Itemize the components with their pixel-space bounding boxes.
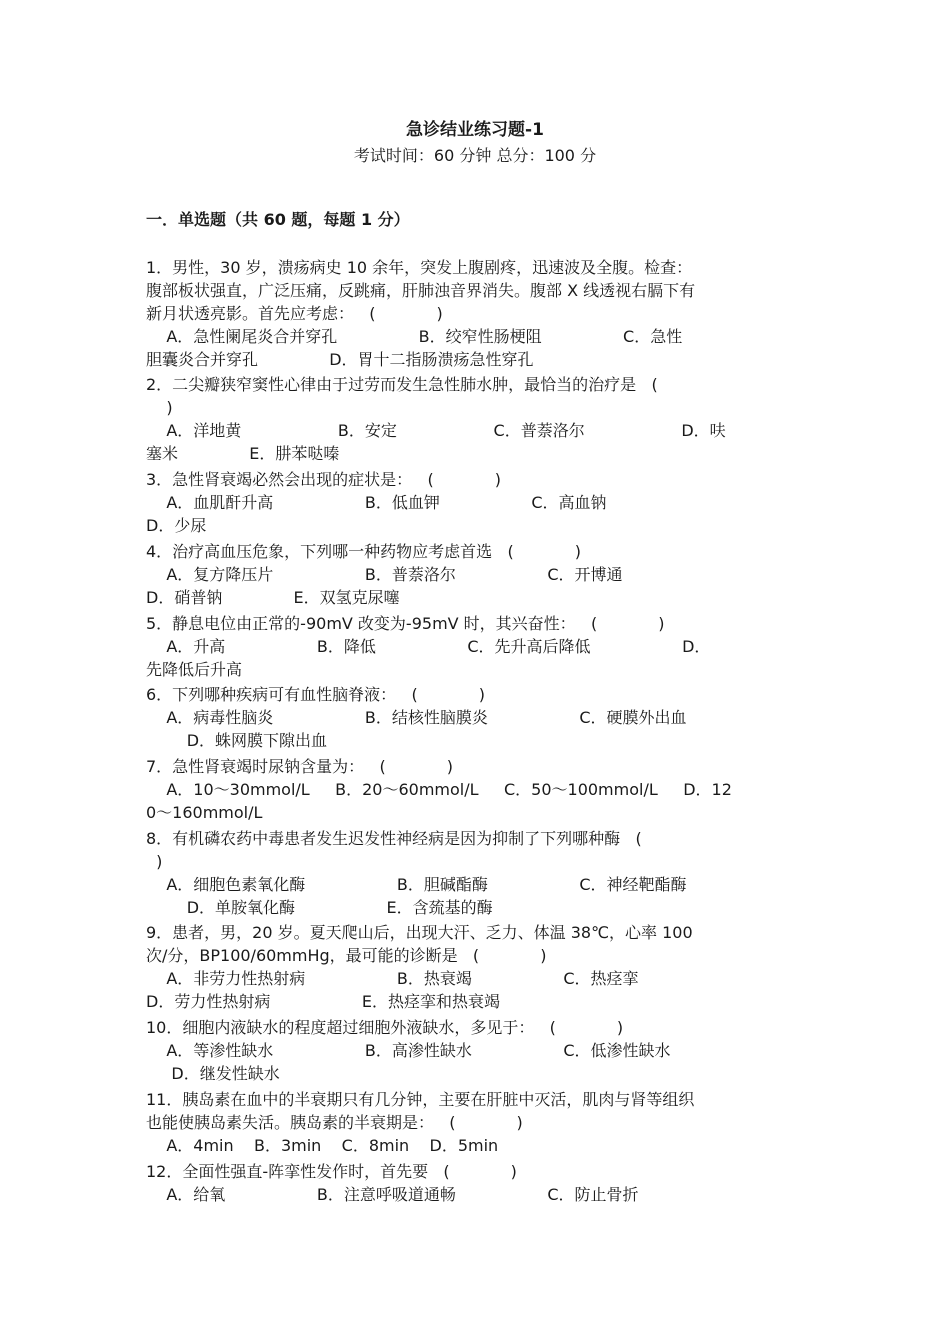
option-line: A．细胞色素氧化酶 B．胆碱酯酶 C．神经靶酯酶 — [146, 875, 687, 894]
text-line: 8．有机磷农药中毒患者发生迟发性神经病是因为抑制了下列哪种酶 ( — [146, 829, 642, 848]
option-line: 胆囊炎合并穿孔 D．胃十二指肠溃疡急性穿孔 — [146, 350, 534, 369]
text-line: 2．二尖瓣狭窄窦性心律由于过劳而发生急性肺水肿，最恰当的治疗是 ( — [146, 375, 658, 394]
option-line: 0～160mmol/L — [146, 803, 263, 822]
text-line: 6．下列哪种疾病可有血性脑脊液： ( ) — [146, 685, 485, 704]
text-line: 5．静息电位由正常的-90mV 改变为-95mV 时，其兴奋性： ( ) — [146, 614, 665, 633]
text-line: 腹部板状强直，广泛压痛，反跳痛，肝肺浊音界消失。腹部 X 线透视右膈下有 — [146, 281, 696, 300]
document-title: 急诊结业练习题-1 — [406, 120, 544, 140]
text-line: ) — [146, 398, 173, 417]
text-line: 1．男性，30 岁，溃疡病史 10 余年，突发上腹剧疼，迅速波及全腹。检查： — [146, 258, 693, 277]
option-line: D．硝普钠 E．双氢克尿噻 — [146, 588, 400, 607]
option-line: A．病毒性脑炎 B．结核性脑膜炎 C．硬膜外出血 — [146, 708, 687, 727]
option-line: D．劳力性热射病 E．热痉挛和热衰竭 — [146, 992, 500, 1011]
text-line: ) — [146, 852, 163, 871]
option-line: A．等渗性缺水 B．高渗性缺水 C．低渗性缺水 — [146, 1041, 671, 1060]
section-heading: 一．单选题（共 60 题，每题 1 分） — [146, 210, 410, 229]
option-line: A．4min B．3min C．8min D．5min — [146, 1136, 499, 1155]
option-line: A．10～30mmol/L B．20～60mmol/L C．50～100mmol/L D．12 — [146, 780, 732, 799]
option-line: A．洋地黄 B．安定 C．普萘洛尔 D．呋 — [146, 421, 726, 440]
text-line: 12．全面性强直-阵挛性发作时，首先要 ( ) — [146, 1162, 517, 1181]
text-line: 也能使胰岛素失活。胰岛素的半衰期是： ( ) — [146, 1113, 523, 1132]
option-line: D．少尿 — [146, 516, 207, 535]
option-line: A．急性阑尾炎合并穿孔 B．绞窄性肠梗阻 C．急性 — [146, 327, 683, 346]
text-line: 9．患者，男，20 岁。夏天爬山后，出现大汗、乏力、体温 38℃，心率 100 — [146, 923, 693, 942]
option-line: D．单胺氧化酶 E．含巯基的酶 — [146, 898, 493, 917]
text-line: 11．胰岛素在血中的半衰期只有几分钟，主要在肝脏中灭活，肌肉与肾等组织 — [146, 1090, 695, 1109]
option-line: A．复方降压片 B．普萘洛尔 C．开博通 — [146, 565, 623, 584]
option-line: D．蛛网膜下隙出血 — [146, 731, 328, 750]
text-line: 3．急性肾衰竭必然会出现的症状是： ( ) — [146, 470, 501, 489]
text-line: 次/分，BP100/60mmHg，最可能的诊断是 ( ) — [146, 946, 547, 965]
option-line: A．升高 B．降低 C．先升高后降低 D． — [146, 637, 711, 656]
exam-meta: 考试时间：60 分钟 总分：100 分 — [353, 146, 597, 165]
text-line: 4．治疗高血压危象，下列哪一种药物应考虑首选 ( ) — [146, 542, 581, 561]
text-line: 10．细胞内液缺水的程度超过细胞外液缺水，多见于： ( ) — [146, 1018, 624, 1037]
option-line: D．继发性缺水 — [146, 1064, 280, 1083]
option-line: A．非劳力性热射病 B．热衰竭 C．热痉挛 — [146, 969, 639, 988]
option-line: A．给氧 B．注意呼吸道通畅 C．防止骨折 — [146, 1185, 639, 1204]
option-line: 先降低后升高 — [146, 660, 243, 679]
option-line: 塞米 E．肼苯哒嗪 — [146, 444, 340, 463]
option-line: A．血肌酐升高 B．低血钾 C．高血钠 — [146, 493, 607, 512]
text-line: 新月状透亮影。首先应考虑： ( ) — [146, 304, 443, 323]
text-line: 7．急性肾衰竭时尿钠含量为： ( ) — [146, 757, 453, 776]
